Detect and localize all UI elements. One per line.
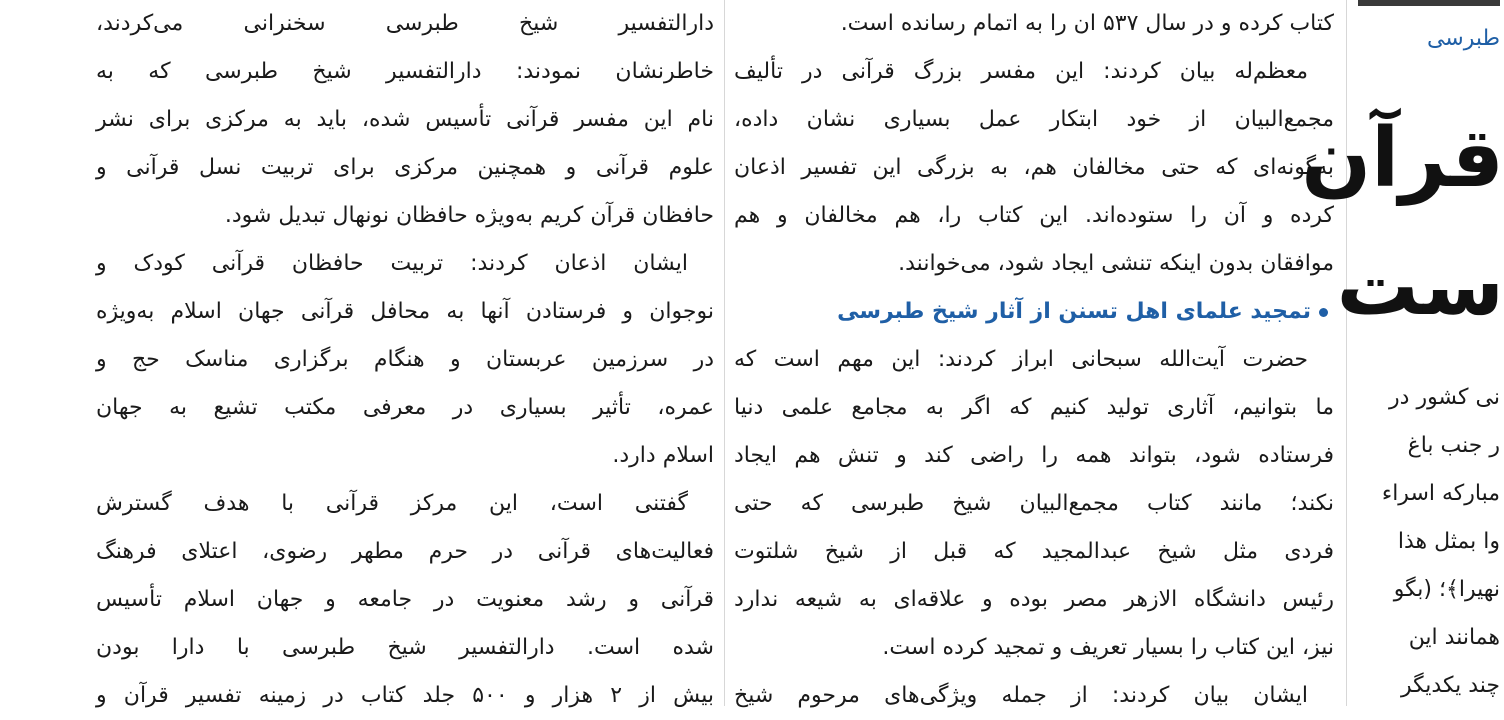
- text-line: ایشان اذعان کردند: تربیت حافظان قرآنی کودک و: [96, 251, 688, 276]
- bullet-icon: [1319, 308, 1328, 317]
- text-line: نوجوان و فرستادن آنها به محافل قرآنی جهان اسلام به‌ویژه: [96, 299, 714, 324]
- text-line: ر جنب باغ: [1407, 433, 1500, 458]
- text-line: کتاب کرده و در سال ۵۳۷ ان را به اتمام رسانده است.: [840, 11, 1334, 36]
- article-column-right: [1301, 0, 1504, 706]
- text-line: علوم قرآنی و همچنین مرکزی برای تربیت نسل قرآنی و: [96, 155, 714, 180]
- text-line: همانند این: [1408, 625, 1500, 650]
- text-line: بیش از ۲ هزار و ۵۰۰ جلد کتاب در زمینه تفسیر قرآن و: [96, 683, 714, 708]
- text-line: فرستاده شود، بتواند همه را راضی کند و تنش هم ایجاد: [734, 443, 1334, 468]
- text-line: شده است. دارالتفسیر شیخ طبرسی با دارا بودن: [96, 635, 714, 660]
- article-column-middle: [734, 0, 1334, 706]
- text-line: نهیرا﴾؛ (بگو: [1393, 577, 1500, 602]
- section-subheading-text: تمجید علمای اهل تسنن از آثار شیخ طبرسی: [837, 299, 1311, 324]
- text-line: قرآنی و رشد معنویت در جامعه و جهان اسلام تأسیس: [96, 587, 714, 612]
- text-line: حافظان قرآن کریم به‌ویژه حافظان نونهال تبدیل شود.: [224, 203, 714, 228]
- header-rule: [1358, 0, 1500, 6]
- text-line: ایشان بیان کردند: از جمله ویژگی‌های مرحوم شیخ: [734, 683, 1308, 708]
- headline-line-1: قرآن: [1301, 111, 1504, 206]
- text-line: دارالتفسیر شیخ طبرسی سخنرانی می‌کردند،: [96, 11, 714, 36]
- column-divider: [724, 0, 725, 706]
- text-line: معظم‌له بیان کردند: این مفسر بزرگ قرآنی در تألیف: [734, 59, 1308, 84]
- text-line: وا بمثل هذا: [1397, 529, 1500, 554]
- text-line: عمره، تأثیر بسیاری در معرفی مکتب تشیع به جهان: [96, 395, 714, 420]
- text-line: گفتنی است، این مرکز قرآنی با هدف گسترش: [96, 491, 688, 516]
- text-line: در سرزمین عربستان و هنگام برگزاری مناسک حج و: [96, 347, 714, 372]
- text-line: نیز، این کتاب را بسیار تعریف و تمجید کرده است.: [882, 635, 1334, 660]
- text-line: کرده و آن را ستوده‌اند. این کتاب را، هم مخالفان و هم: [734, 203, 1334, 228]
- text-line: مبارکه اسراء: [1381, 481, 1500, 506]
- article-body-right: [1358, 374, 1500, 710]
- text-line: نام این مفسر قرآنی تأسیس شده، باید به مرکزی برای نشر: [96, 107, 714, 132]
- text-line: ما بتوانیم، آثاری تولید کنیم که اگر به مجامع علمی دنیا: [734, 395, 1334, 420]
- text-line: رئیس دانشگاه الازهر مصر بوده و علاقه‌ای به شیعه ندارد: [734, 587, 1334, 612]
- text-line: چند یکدیگر: [1400, 673, 1500, 698]
- text-line: فعالیت‌های قرآنی در حرم مطهر رضوی، اعتلای فرهنگ: [96, 539, 714, 564]
- text-line: نکند؛ مانند کتاب مجمع‌البیان شیخ طبرسی که حتی: [734, 491, 1334, 516]
- section-subheading: [734, 288, 1334, 336]
- text-line: فردی مثل شیخ عبدالمجید که قبل از شیخ شلتوت: [734, 539, 1334, 564]
- text-line: اسلام دارد.: [612, 443, 714, 468]
- text-line: حضرت آیت‌الله سبحانی ابراز کردند: این مهم است که: [734, 347, 1308, 372]
- headline-line-2: ست: [1336, 239, 1504, 334]
- article-column-left: [96, 0, 714, 706]
- byline: طبرسی: [1426, 26, 1500, 51]
- text-line: موافقان بدون اینکه تنشی ایجاد شود، می‌خوانند.: [898, 251, 1334, 276]
- text-line: مجمع‌البیان از خود ابتکار عمل بسیاری نشان داده،: [734, 107, 1334, 132]
- text-line: خاطرنشان نمودند: دارالتفسیر شیخ طبرسی که به: [96, 59, 714, 84]
- column-divider: [1346, 0, 1347, 706]
- text-line: به‌گونه‌ای که حتی مخالفان هم، به بزرگی این تفسیر اذعان: [734, 155, 1334, 180]
- text-line: نی کشور در: [1389, 385, 1500, 410]
